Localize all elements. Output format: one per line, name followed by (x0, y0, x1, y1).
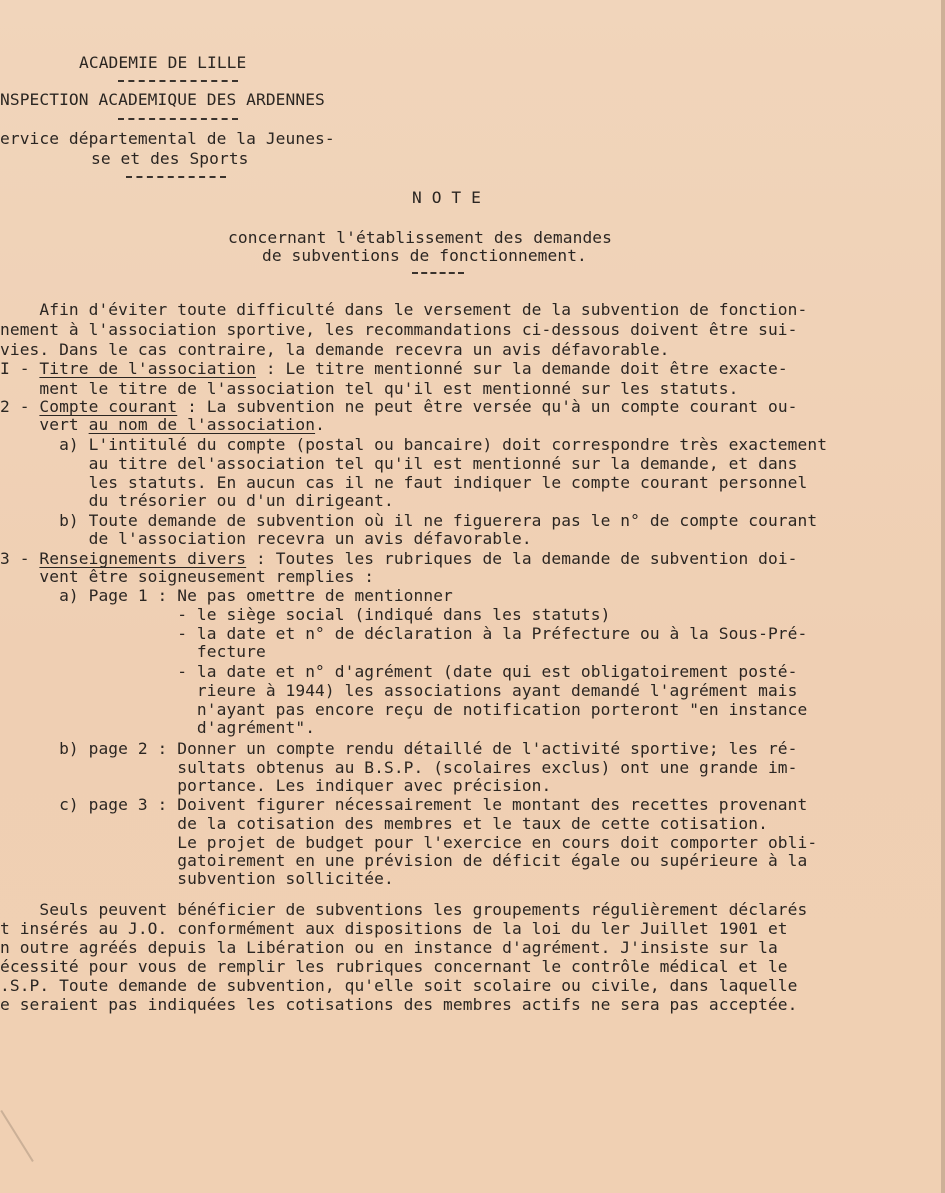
academy-heading: ACADEMIE DE LILLE (79, 53, 247, 72)
closing-line: e seraient pas indiquées les cotisations des membres actifs ne sera pas acceptée. (0, 995, 798, 1014)
inspection-heading: NSPECTION ACADEMIQUE DES ARDENNES (0, 90, 325, 109)
section2-underlined-text: au nom de l'association (88, 415, 316, 434)
header-divider (126, 176, 226, 178)
section2-text: : La subvention ne peut être versée qu'à un compte courant ou- (177, 397, 798, 416)
service-heading-line2: se et des Sports (91, 149, 249, 168)
note-title: N O T E (412, 188, 481, 207)
section2-b-line: b) Toute demande de subvention où il ne figuerera pas le n° de compte courant (0, 511, 818, 530)
section2-line1 (0, 398, 798, 416)
header-divider (118, 80, 238, 82)
subject-line2: de subventions de fonctionnement. (262, 246, 587, 265)
page3-line: Le projet de budget pour l'exercice en cours doit comporter obli- (0, 833, 818, 852)
page3-line: gatoirement en une prévision de déficit égale ou supérieure à la (0, 851, 808, 870)
page1-line: rieure à 1944) les associations ayant demandé l'agrément mais (0, 681, 798, 700)
closing-line: .S.P. Toute demande de subvention, qu'elle soit scolaire ou civile, dans laquelle (0, 976, 798, 995)
title-divider (412, 272, 464, 274)
section2-line2 (0, 416, 325, 434)
closing-line: n outre agréés depuis la Libération ou en instance d'agrément. J'insiste sur la (0, 938, 778, 957)
section3-line2: vent être soigneusement remplies : (0, 567, 375, 586)
subject-line1: concernant l'établissement des demandes (228, 228, 612, 247)
section3-number: 3 - (0, 549, 40, 568)
page1-line: a) Page 1 : Ne pas omettre de mentionner (0, 586, 453, 605)
page2-line: sultats obtenus au B.S.P. (scolaires exclus) ont une grande im- (0, 758, 798, 777)
section2-a-line: a) L'intitulé du compte (postal ou bancaire) doit correspondre très exactement (0, 435, 828, 454)
section2-line2-text: vert (0, 415, 89, 434)
service-heading-line1: ervice départemental de la Jeunes- (0, 129, 335, 148)
section2-line2-end: . (315, 415, 325, 434)
closing-line: Seuls peuvent bénéficier de subventions les groupements régulièrement déclarés (0, 900, 808, 919)
section2-a-line: les statuts. En aucun cas il ne faut indiquer le compte courant personnel (0, 473, 808, 492)
section2-b-line: de l'association recevra un avis défavorable. (0, 529, 532, 548)
paper-edge (941, 0, 945, 1193)
section3-text: : Toutes les rubriques de la demande de subvention doi- (246, 549, 798, 568)
intro-line: Afin d'éviter toute difficulté dans le versement de la subvention de fonction- (0, 300, 808, 319)
page2-line: portance. Les indiquer avec précision. (0, 776, 552, 795)
section2-number: 2 - (0, 397, 40, 416)
section1-heading: Titre de l'association (39, 359, 256, 378)
page1-line: d'agrément". (0, 718, 316, 737)
page1-line: fecture (0, 642, 266, 661)
section2-a-line: du trésorier ou d'un dirigeant. (0, 491, 394, 510)
section3-heading: Renseignements divers (39, 549, 247, 568)
section1-number: I - (0, 359, 40, 378)
page1-line: - le siège social (indiqué dans les statuts) (0, 605, 611, 624)
page2-line: b) page 2 : Donner un compte rendu détaillé de l'activité sportive; les ré- (0, 739, 798, 758)
section1-line2: ment le titre de l'association tel qu'il est mentionné sur les statuts. (0, 379, 739, 398)
section2-a-line: au titre del'association tel qu'il est mentionné sur la demande, et dans (0, 454, 798, 473)
closing-line: t insérés au J.O. conformément aux dispositions de la loi du ler Juillet 1901 et (0, 919, 788, 938)
page1-line: n'ayant pas encore reçu de notification porteront "en instance (0, 700, 808, 719)
section1-text: : Le titre mentionné sur la demande doit être exacte- (256, 359, 788, 378)
page1-line: - la date et n° de déclaration à la Préfecture ou à la Sous-Pré- (0, 624, 808, 643)
page1-line: - la date et n° d'agrément (date qui est obligatoirement posté- (0, 662, 798, 681)
page3-line: c) page 3 : Doivent figurer nécessairement le montant des recettes provenant (0, 795, 808, 814)
intro-line: nement à l'association sportive, les recommandations ci-dessous doivent être sui- (0, 320, 798, 339)
section3-line1 (0, 550, 798, 568)
header-divider (118, 118, 238, 120)
closing-line: écessité pour vous de remplir les rubriques concernant le contrôle médical et le (0, 957, 788, 976)
page3-line: subvention sollicitée. (0, 869, 394, 888)
page3-line: de la cotisation des membres et le taux de cette cotisation. (0, 814, 768, 833)
intro-line: vies. Dans le cas contraire, la demande recevra un avis défavorable. (0, 340, 670, 359)
section2-heading: Compte courant (39, 397, 178, 416)
section1-line1 (0, 360, 788, 378)
